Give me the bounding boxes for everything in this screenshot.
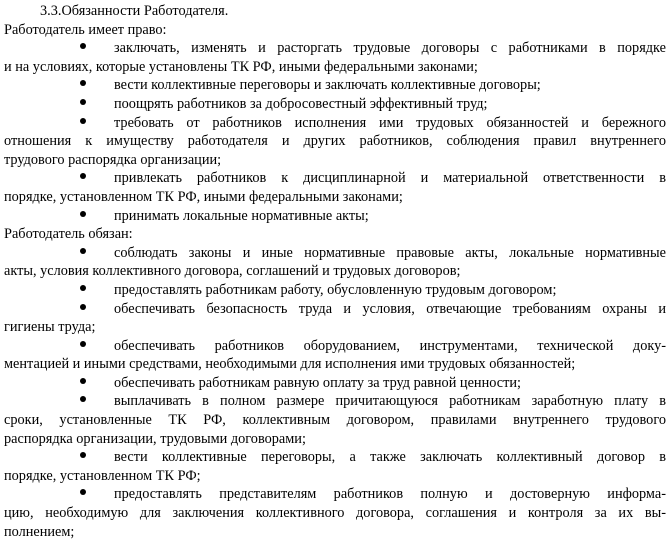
duties-item: обеспечивать безопасность труда и условия, отвечающие требованиям охраны и: [4, 300, 666, 319]
bullet-icon: [80, 300, 90, 319]
duties-item-continuation: акты, условия коллективного договора, соглашений и трудовых договоров;: [4, 263, 461, 280]
bullet-icon: [80, 76, 90, 95]
bullet-icon: [80, 114, 90, 133]
rights-intro: Работодатель имеет право:: [4, 21, 167, 38]
rights-item-continuation: отношения к имуществу работодателя и других работников, соблюдения правил внутреннего: [4, 133, 666, 150]
duties-intro: Работодатель обязан:: [4, 226, 133, 243]
duties-item-continuation: сроки, установленные ТК РФ, коллективным договором, правилами внутреннего трудового: [4, 412, 666, 429]
duties-item-continuation: гигиены труда;: [4, 319, 96, 336]
duties-item: соблюдать законы и иные нормативные правовые акты, локальные нормативные: [4, 244, 666, 263]
rights-item: привлекать работников к дисциплинарной и материальной ответственности в: [4, 169, 666, 188]
rights-item: требовать от работников исполнения ими трудовых обязанностей и бережного: [4, 114, 666, 133]
bullet-icon: [80, 374, 90, 393]
bullet-icon: [80, 337, 90, 356]
rights-item: заключать, изменять и расторгать трудовые договоры с работниками в порядке: [4, 39, 666, 58]
duties-item: вести коллективные переговоры, а также заключать коллективный договор в: [4, 448, 666, 467]
rights-item-continuation: трудового распорядка организации;: [4, 151, 222, 168]
duties-item-continuation: полнением;: [4, 523, 75, 540]
duties-item: предоставлять представителям работников полную и достоверную информа-: [4, 485, 666, 504]
bullet-icon: [80, 39, 90, 58]
bullet-icon: [80, 448, 90, 467]
bullet-icon: [80, 392, 90, 411]
duties-item-continuation: цию, необходимую для заключения коллективного договора, соглашения и контроля за их вы-: [4, 505, 666, 522]
duties-item: обеспечивать работникам равную оплату за труд равной ценности;: [4, 374, 666, 393]
rights-item: поощрять работников за добросовестный эффективный труд;: [4, 95, 666, 114]
section-heading: 3.3.Обязанности Работодателя.: [40, 3, 229, 19]
duties-item: обеспечивать работников оборудованием, инструментами, технической доку-: [4, 337, 666, 356]
rights-item: принимать локальные нормативные акты;: [4, 207, 666, 226]
duties-item-continuation: ментацией и иными средствами, необходимыми для исполнения ими трудовых обязанностей;: [4, 356, 576, 373]
bullet-icon: [80, 244, 90, 263]
bullet-icon: [80, 95, 90, 114]
duties-item: предоставлять работникам работу, обусловленную трудовым договором;: [4, 281, 666, 300]
duties-item: выплачивать в полном размере причитающуюся работникам заработную плату в: [4, 392, 666, 411]
rights-list: [4, 39, 666, 225]
document-page: [0, 2, 668, 541]
bullet-icon: [80, 169, 90, 188]
bullet-icon: [80, 281, 90, 300]
duties-item-continuation: распорядка организации, трудовыми договорами;: [4, 430, 306, 447]
duties-list: [4, 244, 666, 542]
duties-item-continuation: порядке, установленном ТК РФ;: [4, 467, 201, 484]
rights-item-continuation: и на условиях, которые установлены ТК РФ, иными федеральными законами;: [4, 58, 478, 75]
rights-item-continuation: порядке, установленном ТК РФ, иными федеральными законами;: [4, 188, 403, 205]
bullet-icon: [80, 485, 90, 504]
rights-item: вести коллективные переговоры и заключать коллективные договоры;: [4, 76, 666, 95]
bullet-icon: [80, 207, 90, 226]
